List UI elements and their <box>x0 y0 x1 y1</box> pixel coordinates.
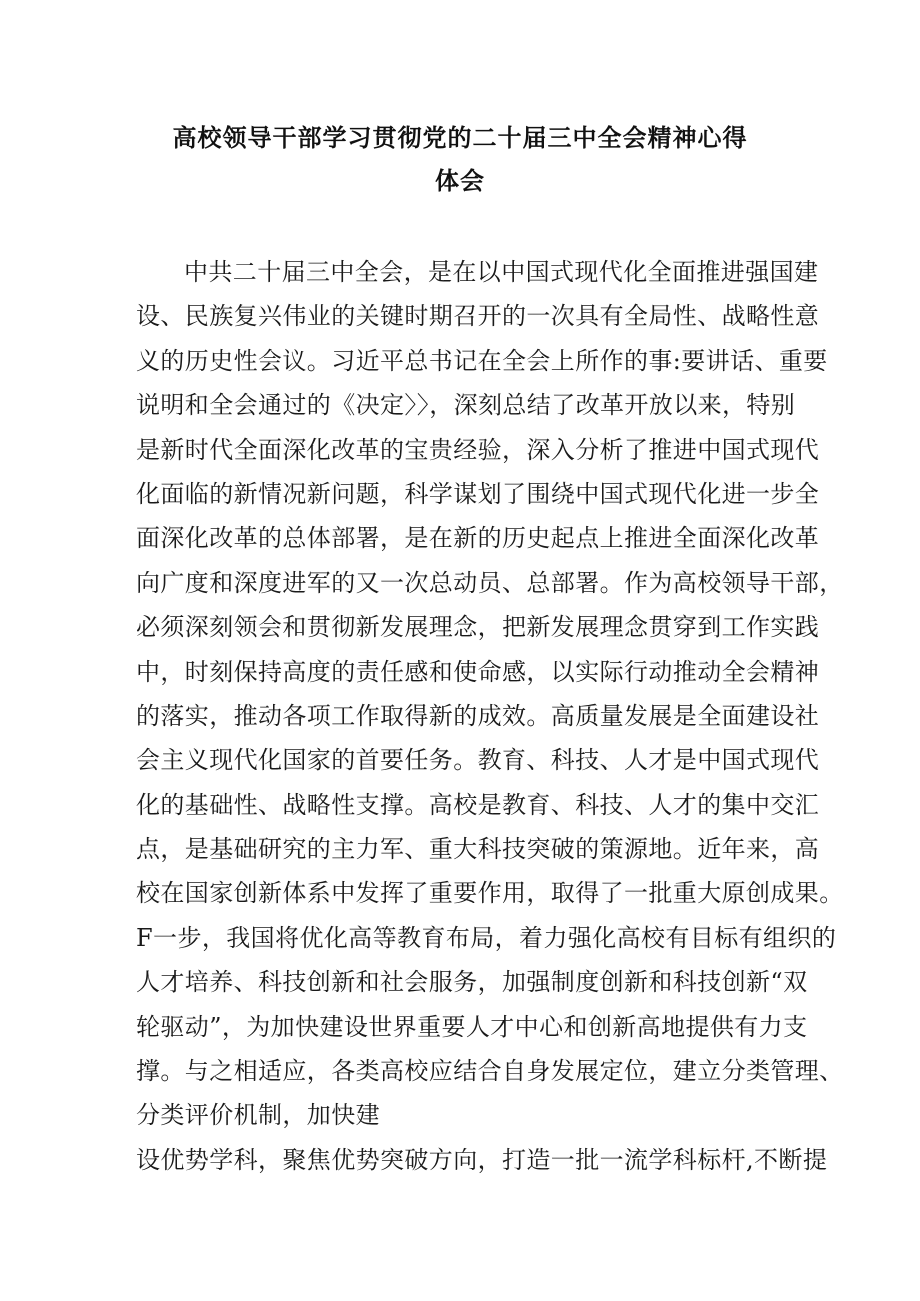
body-line: 化的基础性、战略性支撑。高校是教育、科技、人才的集中交汇 <box>136 790 820 819</box>
body-line: 是新时代全面深化改革的宝贵经验，深入分析了推进中国式现代 <box>136 435 820 464</box>
body-line: 设、民族复兴伟业的关键时期召开的一次具有全局性、战略性意 <box>136 302 820 331</box>
body-line: F一步，我国将优化高等教育布局，着力强化高校有目标有组织的 <box>136 923 837 952</box>
body-line: 化面临的新情况新问题，科学谋划了围绕中国式现代化进一步全 <box>136 479 820 508</box>
body-line: 轮驱动”，为加快建设世界重要人才中心和创新高地提供有力支 <box>136 1012 808 1041</box>
body-line: 必须深刻领会和贯彻新发展理念，把新发展理念贯穿到工作实践 <box>136 613 820 642</box>
body-line: 分类评价机制，加快建 <box>136 1101 380 1130</box>
body-line: 设优势学科，聚焦优势突破方向，打造一批一流学科标杆,不断提 <box>136 1145 828 1174</box>
body-line: 中，时刻保持高度的责任感和使命感，以实际行动推动全会精神 <box>136 657 820 686</box>
body-line: 会主义现代化国家的首要任务。教育、科技、人才是中国式现代 <box>136 746 820 775</box>
body-line: 人才培养、科技创新和社会服务，加强制度创新和科技创新“双 <box>136 968 808 997</box>
body-line: 点，是基础研究的主力军、重大科技突破的策源地。近年来，高 <box>136 835 820 864</box>
body-line: 的落实，推动各项工作取得新的成效。高质量发展是全面建设社 <box>136 701 820 730</box>
body-line: 校在国家创新体系中发挥了重要作用，取得了一批重大原创成果。 <box>136 879 844 908</box>
body-line: 中共二十届三中全会，是在以中国式现代化全面推进强国建 <box>184 258 819 286</box>
body-line: 义的历史性会议。习近平总书记在全会上所作的事:要讲话、重要 <box>136 346 828 375</box>
body-line: 向广度和深度进军的又一次总动员、总部署。作为高校领导干部， <box>136 568 844 597</box>
body-paragraph <box>136 250 844 1182</box>
body-line: 面深化改革的总体部署，是在新的历史起点上推进全面深化改革 <box>136 524 820 553</box>
body-line: 撑。与之相适应，各类高校应结合自身发展定位，建立分类管理、 <box>136 1057 844 1086</box>
document-title-line-1: 高校领导干部学习贯彻党的二十届三中全会精神心得 <box>172 124 748 152</box>
body-line: 说明和全会通过的《决定〉〉，深刻总结了改革开放以来，特别 <box>136 391 796 420</box>
document-title-line-2: 体会 <box>435 167 485 195</box>
